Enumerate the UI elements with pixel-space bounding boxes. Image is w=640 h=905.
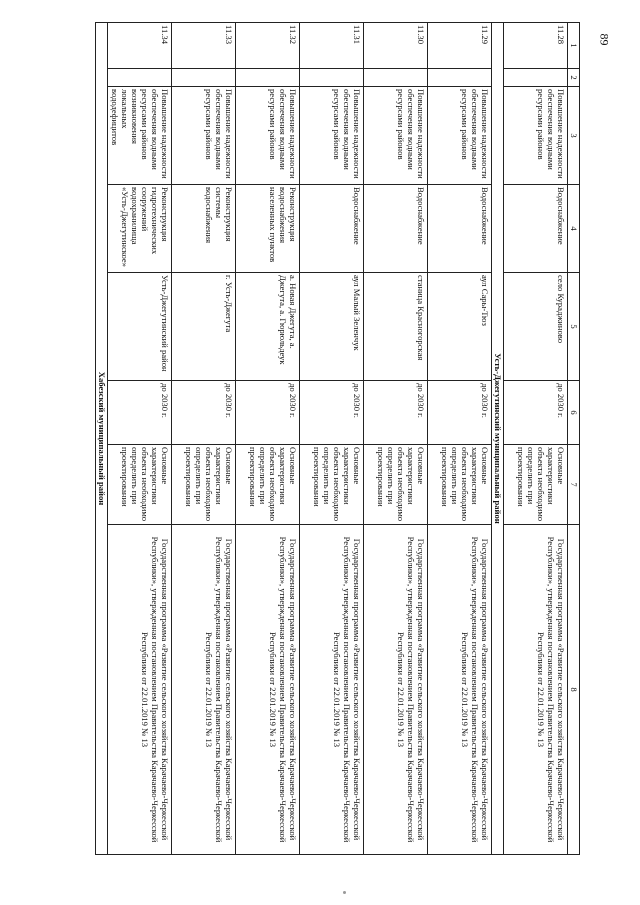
table-row	[428, 23, 492, 855]
cell-c5: а. Новая Джегута, а. Джегута, а. Гюрюльдеук	[236, 273, 300, 381]
cell-c2	[300, 69, 364, 87]
section-row	[96, 23, 108, 855]
cell-c2	[364, 69, 428, 87]
table-row	[300, 23, 364, 855]
cell-c3: Повышение надежности обеспечения водными ресурсами районов	[364, 87, 428, 185]
cell-c1: 11.32	[236, 23, 300, 69]
cell-c1: 11.31	[300, 23, 364, 69]
cell-c1: 11.29	[428, 23, 492, 69]
cell-c4: Водоснабжение	[364, 185, 428, 273]
cell-c7: Основные характеристики объекта необходимо определить при проектировании	[504, 445, 568, 525]
cell-c6: до 2030 г.	[504, 381, 568, 445]
cell-c7: Основные характеристики объекта необходимо определить при проектировании	[236, 445, 300, 525]
cell-c6: до 2030 г.	[236, 381, 300, 445]
cell-c3: Повышение надежности обеспечения водными ресурсами районов	[504, 87, 568, 185]
cell-c3: Повышение надежности обеспечения водными ресурсами районов возникновения локальных вододефицитов	[108, 87, 172, 185]
cell-c8: Государственная программа «Развитие сельского хозяйства Карачаево-Черкесской Республики», утвержденная постановлением Правительства Карачаево-Черкесской Республики от 22.01.2019 № 13	[364, 525, 428, 855]
cell-c3: Повышение надежности обеспечения водными ресурсами районов	[428, 87, 492, 185]
table-row	[172, 23, 236, 855]
table-row	[236, 23, 300, 855]
table-row	[108, 23, 172, 855]
cell-c7: Основные характеристики объекта необходимо определить при проектировании	[172, 445, 236, 525]
cell-c3: Повышение надежности обеспечения водными ресурсами районов	[236, 87, 300, 185]
header-row	[568, 23, 580, 855]
cell-c5: станица Красногорская	[364, 273, 428, 381]
cell-c1: 11.30	[364, 23, 428, 69]
cell-c2	[172, 69, 236, 87]
cell-c5: село Кураджиново	[504, 273, 568, 381]
cell-c6: до 2030 г.	[364, 381, 428, 445]
section-title: Хабезский муниципальный район	[96, 23, 108, 855]
cell-c3: Повышение надежности обеспечения водными ресурсами районов	[300, 87, 364, 185]
cell-c4: Реконструкция гидротехнических сооружений водохранилища «Усть-Джегутинское»	[108, 185, 172, 273]
cell-c6: до 2030 г.	[428, 381, 492, 445]
cell-c8: Государственная программа «Развитие сельского хозяйства Карачаево-Черкесской Республики», утвержденная постановлением Правительства Карачаево-Черкесской Республики от 22.01.2019 № 13	[172, 525, 236, 855]
table-row	[364, 23, 428, 855]
cell-c5: г. Усть-Джегута	[172, 273, 236, 381]
cell-c4: Водоснабжение	[300, 185, 364, 273]
section-title: Усть-Джегутинский муниципальный район	[492, 23, 504, 855]
rotated-table-container	[50, 22, 580, 854]
header-cell: 1	[568, 23, 580, 69]
cell-c8: Государственная программа «Развитие сельского хозяйства Карачаево-Черкесской Республики», утвержденная постановлением Правительства Карачаево-Черкесской Республики от 22.01.2019 № 13	[504, 525, 568, 855]
header-cell: 7	[568, 445, 580, 525]
cell-c8: Государственная программа «Развитие сельского хозяйства Карачаево-Черкесской Республики», утвержденная постановлением Правительства Карачаево-Черкесской Республики от 22.01.2019 № 13	[428, 525, 492, 855]
cell-c5: Усть-Джегутинский район	[108, 273, 172, 381]
cell-c4: Водоснабжение	[504, 185, 568, 273]
cell-c7: Основные характеристики объекта необходимо определить при проектировании	[364, 445, 428, 525]
cell-c3: Повышение надежности обеспечения водными ресурсами районов	[172, 87, 236, 185]
cell-c5: аул Малый Зеленчук	[300, 273, 364, 381]
cell-c4: Реконструкция водоснабжения населенных пунктов	[236, 185, 300, 273]
header-cell: 5	[568, 273, 580, 381]
cell-c6: до 2030 г.	[172, 381, 236, 445]
cell-c2	[504, 69, 568, 87]
cell-c7: Основные характеристики объекта необходимо определить при проектировании	[108, 445, 172, 525]
cell-c1: 11.34	[108, 23, 172, 69]
table-body	[96, 23, 580, 855]
table-row	[504, 23, 568, 855]
cell-c2	[428, 69, 492, 87]
page-number: 89	[597, 33, 612, 46]
cell-c6: до 2030 г.	[108, 381, 172, 445]
cell-c5: аул Сары-Тюз	[428, 273, 492, 381]
cell-c7: Основные характеристики объекта необходимо определить при проектировании	[300, 445, 364, 525]
header-cell: 6	[568, 381, 580, 445]
header-cell: 8	[568, 525, 580, 855]
cell-c8: Государственная программа «Развитие сельского хозяйства Карачаево-Черкесской Республики», утвержденная постановлением Правительства Карачаево-Черкесской Республики от 22.01.2019 № 13	[236, 525, 300, 855]
header-cell: 3	[568, 87, 580, 185]
cell-c4: Реконструкция системы водоснабжения	[172, 185, 236, 273]
cell-c1: 11.28	[504, 23, 568, 69]
cell-c2	[236, 69, 300, 87]
cell-c4: Водоснабжение	[428, 185, 492, 273]
cell-c1: 11.33	[172, 23, 236, 69]
header-cell: 2	[568, 69, 580, 87]
section-row	[492, 23, 504, 855]
scan-dot	[343, 891, 346, 894]
cell-c7: Основные характеристики объекта необходимо определить при проектировании	[428, 445, 492, 525]
cell-c2	[108, 69, 172, 87]
cell-c8: Государственная программа «Развитие сельского хозяйства Карачаево-Черкесской Республики», утвержденная постановлением Правительства Карачаево-Черкесской Республики от 22.01.2019 № 13	[108, 525, 172, 855]
header-cell: 4	[568, 185, 580, 273]
projects-table	[95, 22, 580, 855]
cell-c6: до 2030 г.	[300, 381, 364, 445]
cell-c8: Государственная программа «Развитие сельского хозяйства Карачаево-Черкесской Республики», утвержденная постановлением Правительства Карачаево-Черкесской Республики от 22.01.2019 № 13	[300, 525, 364, 855]
